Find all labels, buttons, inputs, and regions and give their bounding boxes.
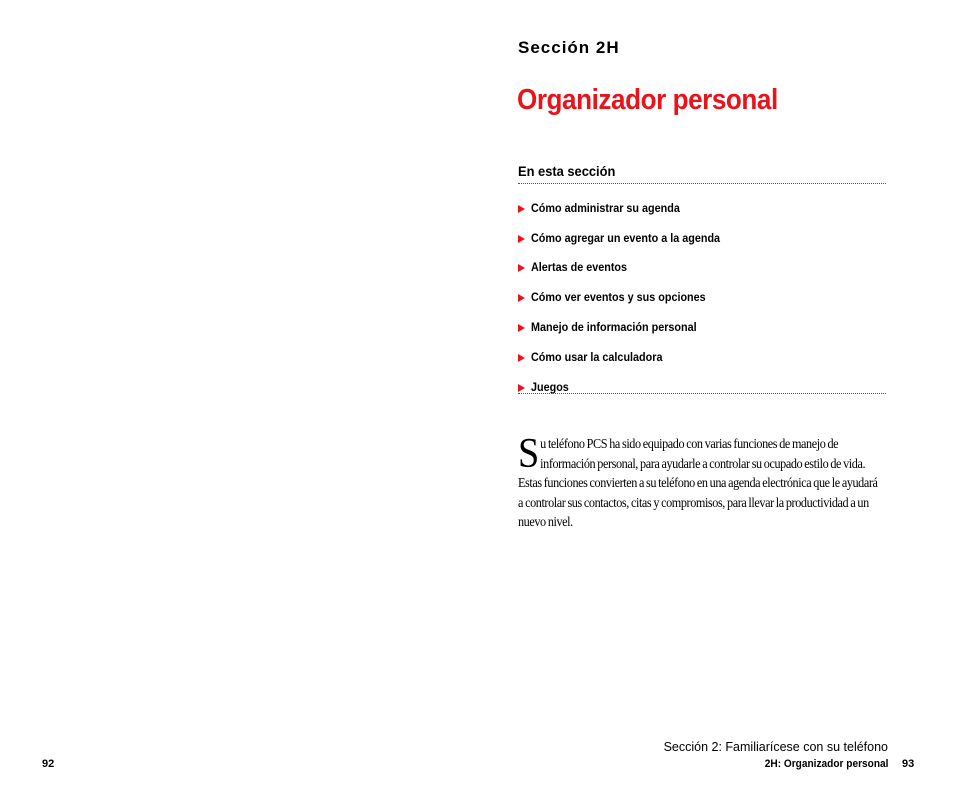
triangle-bullet-icon: [518, 384, 525, 392]
toc-list: [518, 193, 741, 402]
page-number-right: 93: [902, 758, 915, 770]
toc-item[interactable]: [518, 223, 741, 253]
page-number-left: 92: [42, 758, 55, 770]
intro-paragraph-text: u teléfono PCS ha sido equipado con varias funciones de manejo de información personal, para ayudarle a controlar su ocupado estilo de vida. Estas funciones convierten a su teléfono en una agenda electrónica que le ayudará a controlar sus contactos, citas y compromisos, para llevar la productividad a un nuevo nivel.: [518, 436, 878, 530]
toc-heading: En esta sección: [518, 163, 616, 179]
triangle-bullet-icon: [518, 205, 525, 213]
toc-item-label: Cómo usar la calculadora: [531, 349, 663, 364]
triangle-bullet-icon: [518, 294, 525, 302]
toc-item[interactable]: [518, 372, 741, 402]
footer-chapter-name: 2H: Organizador personal: [764, 758, 888, 770]
triangle-bullet-icon: [518, 324, 525, 332]
toc-item-label: Juegos: [531, 379, 569, 394]
triangle-bullet-icon: [518, 354, 525, 362]
toc-item[interactable]: [518, 342, 741, 372]
toc-top-divider: [518, 183, 886, 184]
toc-item-label: Cómo administrar su agenda: [531, 200, 680, 215]
footer-section-name: Sección 2: Familiarícese con su teléfono: [663, 740, 888, 754]
toc-item[interactable]: [518, 193, 741, 223]
drop-cap: S: [518, 431, 540, 477]
triangle-bullet-icon: [518, 235, 525, 243]
toc-item[interactable]: [518, 282, 741, 312]
triangle-bullet-icon: [518, 264, 525, 272]
toc-item[interactable]: [518, 253, 741, 283]
toc-item-label: Cómo ver eventos y sus opciones: [531, 290, 706, 305]
toc-bottom-divider: [518, 393, 886, 394]
toc-item-label: Cómo agregar un evento a la agenda: [531, 230, 721, 245]
intro-paragraph: [518, 431, 882, 532]
section-label: Sección 2H: [518, 38, 620, 57]
toc-item-label: Manejo de información personal: [531, 320, 697, 335]
page-title: Organizador personal: [517, 84, 778, 116]
toc-item-label: Alertas de eventos: [531, 260, 628, 275]
toc-item[interactable]: [518, 312, 741, 342]
